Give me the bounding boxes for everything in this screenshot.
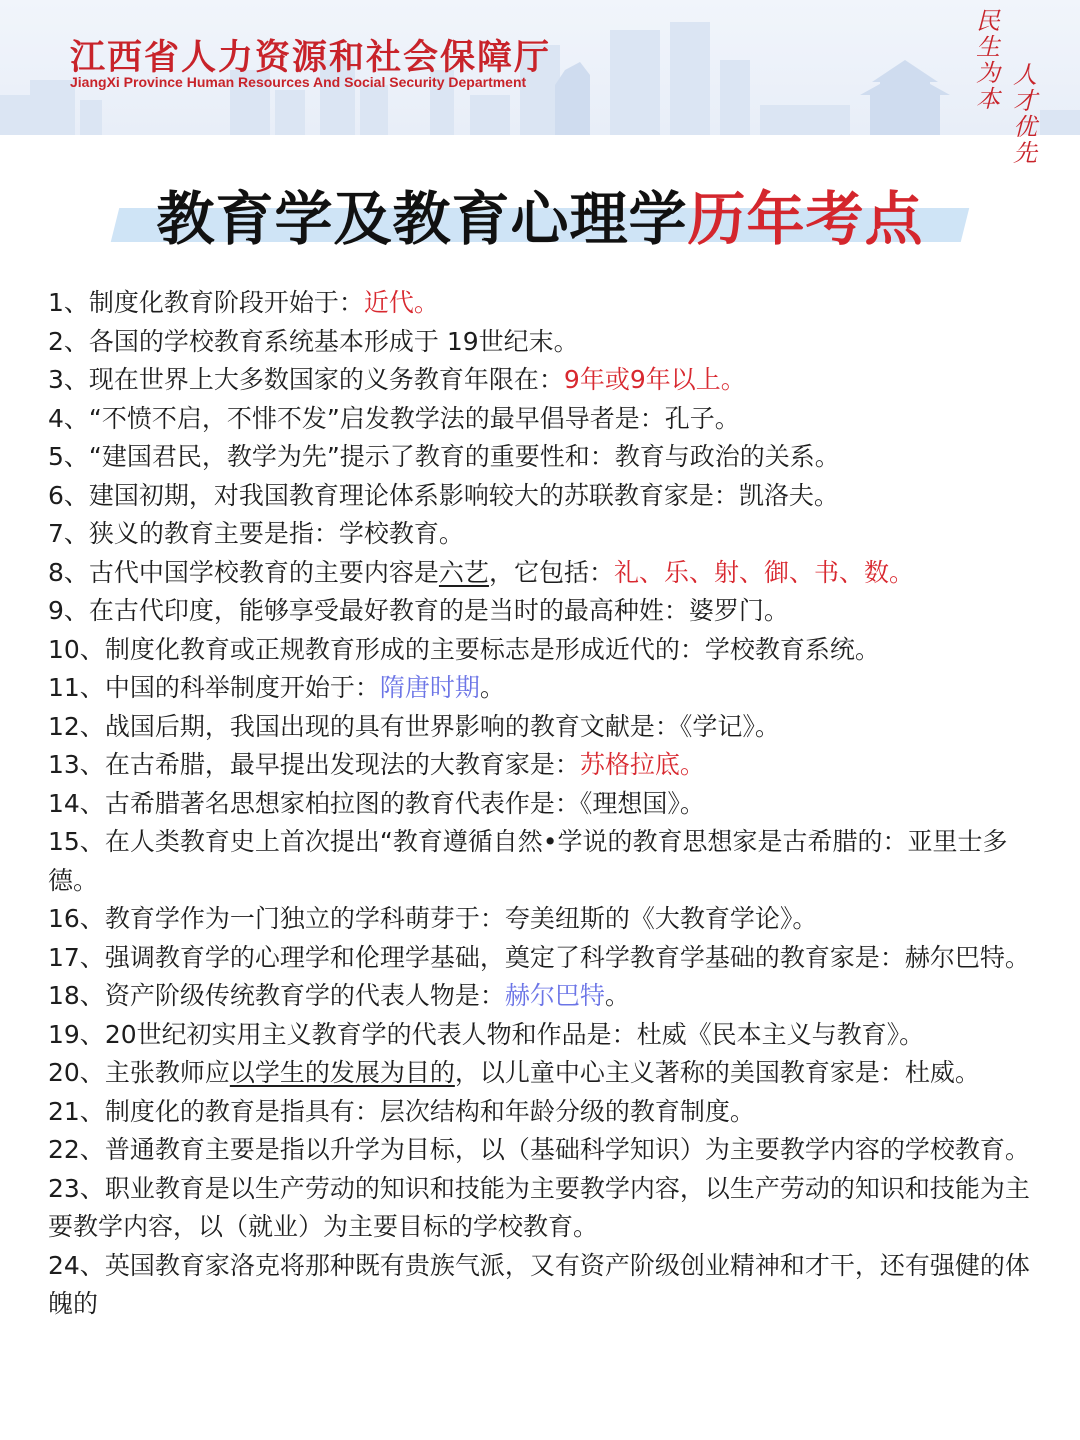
item-text: 强调教育学的心理学和伦理学基础，奠定了科学教育学基础的教育家是：赫尔巴特。	[104, 942, 1030, 972]
item-number: 8、	[48, 557, 89, 587]
slogan-calligraphy-1: 民生为本	[976, 7, 1000, 113]
item-text: 在人类教育史上首次提出“教育遵循自然•学说的教育思想家是古希腊的：亚里士多德。	[48, 827, 1008, 895]
item-underlined-term: 六艺	[438, 557, 489, 587]
item-text: 普通教育主要是指以升学为目标，以（基础科学知识）为主要教学内容的学校教育。	[104, 1135, 1030, 1164]
item-number: 9、	[48, 596, 89, 625]
list-item	[48, 284, 1038, 323]
item-text: 资产阶级传统教育学的代表人物是：	[104, 981, 505, 1010]
item-text: 。	[479, 673, 505, 702]
item-number: 17、	[48, 942, 105, 972]
list-item	[48, 631, 1038, 670]
list-item	[48, 785, 1038, 824]
header-banner	[0, 0, 1080, 167]
item-number: 16、	[48, 904, 105, 933]
title-highlight: 历年考点	[687, 185, 924, 253]
item-answer: 近代。	[363, 288, 439, 317]
item-text: 各国的学校教育系统基本形成于 19世纪末。	[88, 326, 579, 356]
item-number: 13、	[48, 750, 105, 779]
item-number: 15、	[48, 827, 105, 856]
item-number: 22、	[48, 1135, 105, 1164]
item-answer: 赫尔巴特	[504, 981, 605, 1010]
item-text: 制度化的教育是指具有：层次结构和年龄分级的教育制度。	[104, 1096, 755, 1126]
org-name-en: JiangXi Province Human Resources And Social Security Department	[70, 74, 527, 90]
item-text: 。	[604, 981, 630, 1010]
item-text: 战国后期，我国出现的具有世界影响的教育文献是：《学记》。	[104, 711, 780, 741]
list-item	[48, 1054, 1038, 1093]
list-item	[48, 400, 1038, 439]
item-text: 现在世界上大多数国家的义务教育年限在：	[88, 365, 564, 394]
list-item	[48, 669, 1038, 708]
item-number: 11、	[48, 673, 105, 702]
item-number: 21、	[48, 1096, 105, 1126]
item-text: “建国君民，教学为先”提示了教育的重要性和：教育与政治的关系。	[88, 442, 840, 471]
item-text: 教育学作为一门独立的学科萌芽于：夸美纽斯的《大教育学论》。	[104, 904, 818, 933]
item-number: 10、	[48, 634, 105, 664]
item-text: ，它包括：	[488, 557, 614, 587]
item-number: 12、	[48, 711, 105, 741]
list-item	[48, 1016, 1038, 1055]
list-item	[48, 592, 1038, 631]
list-item	[48, 746, 1038, 785]
page-title-block	[0, 160, 1080, 260]
item-answer: 苏格拉底。	[579, 750, 705, 779]
item-text: 中国的科举制度开始于：	[104, 673, 380, 702]
list-item	[48, 1247, 1038, 1324]
item-text: 制度化教育阶段开始于：	[88, 288, 364, 317]
list-item	[48, 900, 1038, 939]
item-text: ，以儿童中心主义著称的美国教育家是：杜威。	[454, 1058, 980, 1087]
item-text: 在古希腊，最早提出发现法的大教育家是：	[104, 750, 580, 779]
item-number: 3、	[48, 365, 89, 394]
list-item	[48, 438, 1038, 477]
item-number: 4、	[48, 403, 89, 433]
title-main: 教育学及教育心理学	[156, 185, 688, 253]
item-number: 14、	[48, 788, 105, 818]
item-number: 2、	[48, 326, 89, 356]
item-number: 18、	[48, 981, 105, 1010]
item-text: 古代中国学校教育的主要内容是	[88, 557, 439, 587]
item-text: “不愤不启，不悱不发”启发教学法的最早倡导者是：孔子。	[88, 403, 740, 433]
item-answer: 9年或9年以上。	[563, 365, 746, 394]
page-title	[0, 172, 1080, 256]
list-item	[48, 515, 1038, 554]
list-item	[48, 823, 1038, 900]
item-text: 主张教师应	[104, 1058, 230, 1087]
item-text: 狭义的教育主要是指：学校教育。	[88, 519, 464, 548]
item-answer: 隋唐时期	[379, 673, 480, 702]
list-item	[48, 554, 1038, 593]
item-text: 英国教育家洛克将那种既有贵族气派，又有资产阶级创业精神和才干，还有强健的体魄的	[48, 1250, 1030, 1318]
slogan-calligraphy-2: 人才优先	[1013, 61, 1037, 167]
item-text: 20世纪初实用主义教育学的代表人物和作品是：杜威《民本主义与教育》。	[104, 1019, 925, 1049]
list-item	[48, 1131, 1038, 1170]
item-number: 20、	[48, 1058, 105, 1087]
item-number: 5、	[48, 442, 89, 471]
list-item	[48, 323, 1038, 362]
list-item	[48, 939, 1038, 978]
item-text: 在古代印度，能够享受最好教育的是当时的最高种姓：婆罗门。	[88, 596, 789, 625]
item-text: 制度化教育或正规教育形成的主要标志是形成近代的：学校教育系统。	[104, 634, 880, 664]
list-item	[48, 1170, 1038, 1247]
exam-points-list	[48, 284, 1038, 1324]
item-number: 24、	[48, 1250, 105, 1280]
list-item	[48, 977, 1038, 1016]
org-name: 江西省人力资源和社会保障厅	[70, 38, 552, 78]
item-answer: 礼、乐、射、御、书、数。	[613, 557, 914, 587]
item-number: 1、	[48, 288, 89, 317]
item-text: 古希腊著名思想家柏拉图的教育代表作是：《理想国》。	[104, 788, 705, 818]
item-underlined-term: 以学生的发展为目的	[229, 1058, 455, 1087]
item-text: 职业教育是以生产劳动的知识和技能为主要教学内容，以生产劳动的知识和技能为主要教学内容，以（就业）为主要目标的学校教育。	[48, 1173, 1030, 1241]
item-number: 19、	[48, 1019, 105, 1049]
item-number: 6、	[48, 480, 89, 510]
item-text: 建国初期，对我国教育理论体系影响较大的苏联教育家是：凯洛夫。	[88, 480, 839, 510]
item-number: 23、	[48, 1173, 105, 1203]
item-number: 7、	[48, 519, 89, 548]
list-item	[48, 708, 1038, 747]
list-item	[48, 1093, 1038, 1132]
list-item	[48, 477, 1038, 516]
list-item	[48, 361, 1038, 400]
